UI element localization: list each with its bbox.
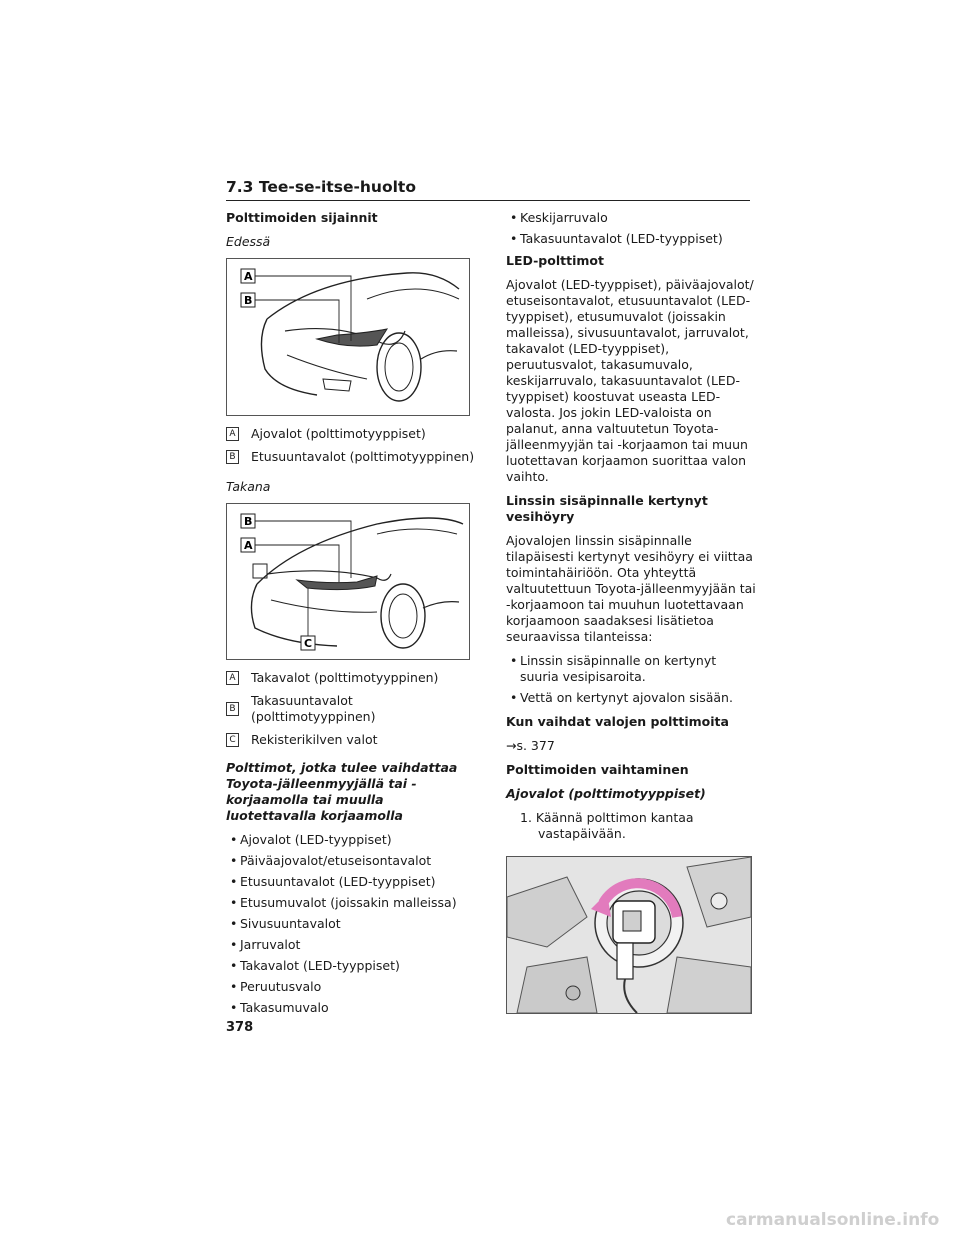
callout-b-letter: B bbox=[244, 515, 253, 528]
legend-key: A bbox=[226, 671, 239, 685]
callout-b-letter: B bbox=[244, 294, 253, 307]
rear-legend-b bbox=[226, 693, 476, 725]
rear-car-illustration bbox=[226, 503, 470, 660]
list-item: • Vettä on kertynyt ajovalon sisään. bbox=[506, 690, 756, 706]
change-reference-link[interactable]: →s. 377 bbox=[506, 738, 555, 753]
front-legend-b bbox=[226, 449, 476, 465]
front-car-illustration bbox=[226, 258, 470, 416]
list-item: • Takasumuvalo bbox=[226, 1000, 476, 1016]
dealer-heading: Polttimot, jotka tulee vaihdattaa Toyota-jälleenmyyjällä tai -korjaamolla tai muulla luotettavalla korjaamolla bbox=[226, 760, 458, 823]
page-number: 378 bbox=[226, 1020, 254, 1035]
list-item: • Päiväajovalot/etuseisontavalot bbox=[226, 853, 476, 869]
watermark: carmanualsonline.info bbox=[726, 1210, 940, 1230]
legend-key: C bbox=[226, 733, 239, 747]
bulb-locations-heading: Polttimoiden sijainnit bbox=[226, 210, 378, 225]
led-text: Ajovalot (LED-tyyppiset), päiväajovalot/ etuseisontavalot, etusuuntavalot (LED-tyyppiset), etusumuvalot (joissakin malleissa), sivusuuntavalot, jarruvalot, takavalot (LED-tyyppiset), peruutusvalot, takasumuvalo, keskijarruvalo, takasuuntavalot (LED-tyyppiset) koostuvat useasta LED-valosta. Jos jokin LED-valoista on palanut, anna valtuutetun Toyota-jälleenmyyjän tai -korjaamon tai muun luotettavan korjaamon suorittaa valon vaihto. bbox=[506, 277, 754, 484]
list-item: • Linssin sisäpinnalle on kertynyt suuria vesipisaroita. bbox=[506, 653, 756, 685]
list-item: • Etusumuvalot (joissakin malleissa) bbox=[226, 895, 476, 911]
front-label: Edessä bbox=[226, 234, 271, 249]
list-item: • Ajovalot (LED-tyyppiset) bbox=[226, 832, 476, 848]
list-item: • Sivusuuntavalot bbox=[226, 916, 476, 932]
legend-key: B bbox=[226, 702, 239, 716]
step-1: 1. Käännä polttimon kantaa vastapäivään. bbox=[520, 810, 694, 841]
list-item: • Keskijarruvalo bbox=[506, 210, 756, 226]
rear-label: Takana bbox=[226, 479, 271, 494]
legend-text: Ajovalot (polttimotyyppiset) bbox=[251, 426, 426, 441]
rear-legend-a bbox=[226, 670, 476, 686]
legend-text: Takasuuntavalot (polttimotyyppinen) bbox=[251, 693, 376, 724]
right-column bbox=[506, 210, 756, 1024]
front-car-drawing bbox=[227, 259, 469, 415]
list-item: • Etusuuntavalot (LED-tyyppiset) bbox=[226, 874, 476, 890]
list-item: • Jarruvalot bbox=[226, 937, 476, 953]
list-item: • Takavalot (LED-tyyppiset) bbox=[226, 958, 476, 974]
replace-heading: Polttimoiden vaihtaminen bbox=[506, 762, 689, 777]
legend-text: Rekisterikilven valot bbox=[251, 732, 378, 747]
led-heading: LED-polttimot bbox=[506, 253, 604, 268]
list-item: • Takasuuntavalot (LED-tyyppiset) bbox=[506, 231, 756, 247]
callout-c-letter: C bbox=[304, 637, 313, 650]
legend-text: Etusuuntavalot (polttimotyyppinen) bbox=[251, 449, 475, 464]
bulb-socket-photo bbox=[506, 856, 752, 1014]
legend-text: Takavalot (polttimotyyppinen) bbox=[251, 670, 439, 685]
vapor-text: Ajovalojen linssin sisäpinnalle tilapäisesti kertynyt vesihöyry ei viittaa toimintahäiriöön. Ota yhteyttä valtuutettuun Toyota-jälleenmyyjään tai -korjaamoon tai muuhun luotettavaan korjaamoon saadaksesi lisätietoa seuraavissa tilanteissa: bbox=[506, 533, 756, 644]
rear-legend-c bbox=[226, 732, 476, 748]
rear-car-drawing bbox=[227, 504, 469, 659]
section-title: 7.3 Tee-se-itse-huolto bbox=[226, 178, 750, 201]
callout-a-letter: A bbox=[244, 539, 253, 552]
left-column bbox=[226, 210, 476, 1021]
bulb-socket-drawing bbox=[507, 857, 751, 1013]
legend-key: B bbox=[226, 450, 239, 464]
front-legend-a bbox=[226, 426, 476, 442]
legend-key: A bbox=[226, 427, 239, 441]
headlight-subheading: Ajovalot (polttimotyyppiset) bbox=[506, 786, 706, 801]
change-heading: Kun vaihdat valojen polttimoita bbox=[506, 714, 729, 729]
list-item: • Peruutusvalo bbox=[226, 979, 476, 995]
callout-a-letter: A bbox=[244, 270, 253, 283]
vapor-heading: Linssin sisäpinnalle kertynyt vesihöyry bbox=[506, 493, 708, 524]
